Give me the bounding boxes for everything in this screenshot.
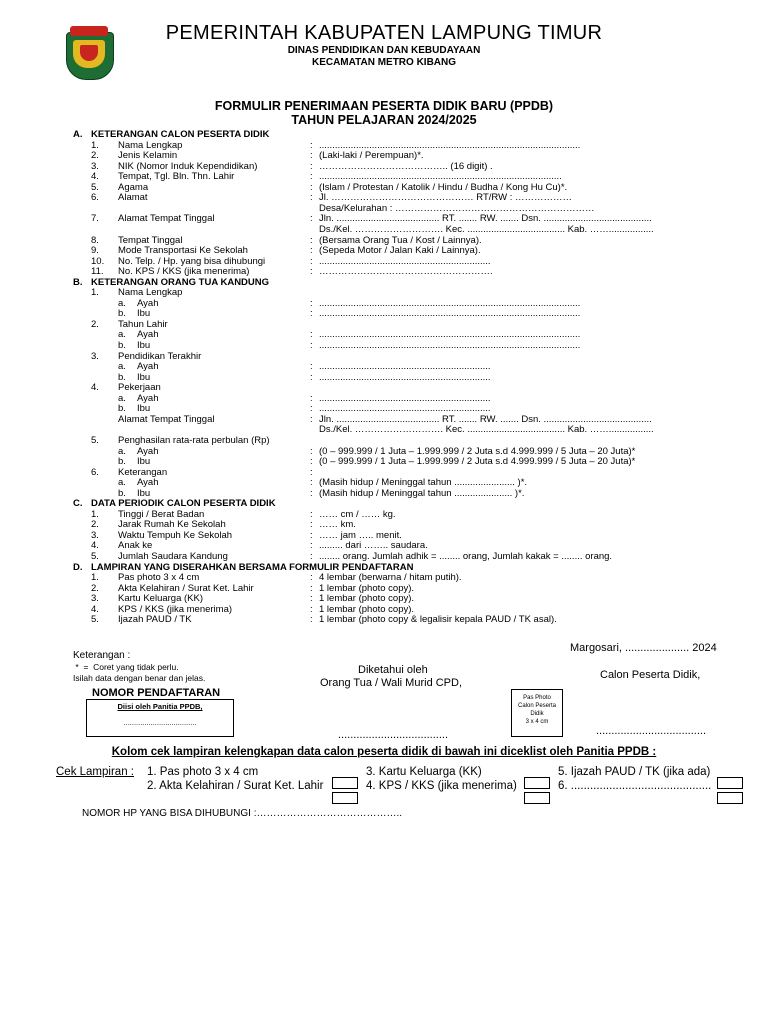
sub-letter: a. — [118, 392, 126, 404]
colon: : — [310, 582, 313, 594]
row-number: 2. — [91, 519, 99, 531]
section-a-title: KETERANGAN CALON PESERTA DIDIK — [91, 129, 270, 140]
checkbox-akta-extra[interactable] — [332, 792, 358, 804]
cek-item-4: 4. KPS / KKS (jika menerima) — [366, 780, 517, 792]
field-label: No. KPS / KKS (jika menerima) — [118, 266, 250, 278]
colon: : — [310, 371, 313, 383]
sub-label: Ayah — [137, 445, 159, 457]
sub-letter: b. — [118, 371, 126, 383]
checkbox-kk[interactable] — [524, 777, 550, 789]
colon: : — [310, 171, 313, 183]
checkbox-akta[interactable] — [332, 777, 358, 789]
sub-label: Ibu — [137, 456, 151, 468]
header-department: DINAS PENDIDIKAN DAN KEBUDAYAAN — [287, 45, 481, 56]
diisi-dots: ................................... — [123, 718, 197, 727]
sub-label: Ibu — [137, 308, 151, 320]
field-label: No. Telp. / Hp. yang bisa dihubungi — [118, 255, 266, 267]
field-label: Tempat, Tgl. Bln. Thn. Lahir — [118, 171, 235, 183]
field-value: Jln. ....................................... RT. ....... RW. ....... Dsn. ......................................... — [319, 213, 652, 225]
field-label: Keterangan — [118, 466, 168, 478]
colon: : — [310, 245, 313, 257]
field-value: …… km. — [319, 519, 356, 531]
field-value: Jln. ....................................... RT. ....... RW. ....... Dsn. ......................................... — [319, 413, 652, 425]
field-label: Jenis Kelamin — [118, 150, 178, 162]
field-value: ........ orang. Jumlah adhik = ........ orang, Jumlah kakak = ........ orang. — [319, 551, 613, 562]
orang-tua-label: Orang Tua / Wali Murid CPD, — [320, 677, 463, 689]
colon: : — [310, 519, 313, 531]
field-value: ................................................................................................... — [319, 139, 581, 151]
colon: : — [310, 487, 313, 499]
row-number: 3. — [91, 529, 99, 541]
field-value: (Laki-laki / Perempuan)*. — [319, 150, 424, 162]
note-isilah: Isilah data dengan benar dan jelas. — [73, 673, 206, 683]
field-label: Jumlah Saudara Kandung — [118, 551, 228, 562]
form-title: FORMULIR PENERIMAAN PESERTA DIDIK BARU (PPDB) — [214, 99, 554, 113]
section-b-letter: B. — [73, 276, 83, 288]
sub-letter: a. — [118, 361, 126, 373]
sub-letter: a. — [118, 329, 126, 341]
colon: : — [310, 392, 313, 404]
field-label: Alamat Tempat Tinggal — [118, 413, 215, 425]
colon: : — [310, 150, 313, 162]
parent-signature-line: .................................... — [338, 729, 449, 741]
diisi-label: Diisi oleh Panitia PPDB, — [117, 702, 203, 711]
photo-label-4: 3 x 4 cm — [525, 719, 549, 725]
note-coret: * = Coret yang tidak perlu. — [73, 662, 179, 672]
calon-peserta-label: Calon Peserta Didik, — [600, 669, 701, 681]
place-date: Margosari, ..................... 2024 — [570, 642, 717, 654]
field-label: Akta Kelahiran / Surat Ket. Lahir — [118, 582, 254, 594]
nomor-pendaftaran-box — [86, 699, 234, 737]
sub-letter: a. — [118, 445, 126, 457]
colon: : — [310, 403, 313, 415]
row-number: 11. — [91, 266, 104, 278]
colon: : — [310, 160, 313, 172]
row-number: 1. — [91, 572, 99, 584]
field-label: Pekerjaan — [118, 382, 161, 394]
photo-label-3: Didik — [530, 711, 544, 717]
colon: : — [310, 477, 313, 489]
row-number: 6. — [91, 192, 99, 204]
field-label: NIK (Nomor Induk Kependidikan) — [118, 160, 258, 172]
field-label: Waktu Tempuh Ke Sekolah — [118, 529, 233, 541]
field-value: …… cm / …… kg. — [319, 508, 396, 520]
field-label: Mode Transportasi Ke Sekolah — [118, 245, 248, 257]
row-number: 2. — [91, 318, 99, 330]
row-number: 1. — [91, 139, 99, 151]
field-label: Kartu Keluarga (KK) — [118, 593, 204, 605]
header-title: PEMERINTAH KABUPATEN LAMPUNG TIMUR — [165, 22, 603, 44]
colon: : — [310, 603, 313, 615]
cek-lampiran-label: Cek Lampiran : — [56, 766, 134, 778]
field-label: Alamat — [118, 192, 148, 204]
cek-item-5: 5. Ijazah PAUD / TK (jika ada) — [558, 766, 711, 778]
field-value: (Masih hidup / Meninggal tahun ....................... )*. — [319, 477, 528, 489]
field-value: ................................................................. — [319, 255, 491, 267]
field-value: 1 lembar (photo copy). — [319, 582, 415, 594]
row-number: 5. — [91, 181, 99, 193]
field-value: 1 lembar (photo copy & legalisir kepala PAUD / TK asal). — [319, 614, 557, 626]
colon: : — [310, 308, 313, 320]
row-number: 3. — [91, 593, 99, 605]
colon: : — [310, 572, 313, 584]
nomor-pendaftaran-label: NOMOR PENDAFTARAN — [92, 687, 221, 699]
field-value: (Sepeda Motor / Jalan Kaki / Lainnya). — [319, 245, 481, 257]
colon: : — [310, 540, 313, 552]
kolom-cek-title: Kolom cek lampiran kelengkapan data calon peserta didik di bawah ini diceklist oleh Panitia PPDB : — [111, 746, 657, 758]
field-label: Jarak Rumah Ke Sekolah — [118, 519, 226, 531]
sub-letter: a. — [118, 477, 126, 489]
field-label: Agama — [118, 181, 149, 193]
row-number: 3. — [91, 160, 99, 172]
cek-item-6: 6. ............................................ — [558, 780, 712, 792]
colon: : — [310, 456, 313, 468]
field-value: ......... dari …….. saudara. — [319, 540, 428, 552]
field-value: ………………………………………………. — [319, 266, 493, 278]
field-label: Tinggi / Berat Badan — [118, 508, 205, 520]
field-value: ................................................................................................... — [319, 340, 581, 351]
diketahui-label: Diketahui oleh — [358, 664, 428, 676]
row-number: 10. — [91, 255, 105, 267]
field-label: KPS / KKS (jika menerima) — [118, 603, 233, 615]
colon: : — [310, 466, 313, 478]
section-a-letter: A. — [73, 129, 83, 140]
colon: : — [310, 614, 313, 626]
field-label: Nama Lengkap — [118, 139, 183, 151]
colon: : — [310, 529, 313, 541]
sub-letter: b. — [118, 308, 126, 320]
colon: : — [310, 139, 313, 151]
form-year: TAHUN PELAJARAN 2024/2025 — [291, 113, 477, 127]
field-label: Nama Lengkap — [118, 287, 183, 299]
colon: : — [310, 213, 313, 225]
checkbox-kps[interactable] — [524, 792, 550, 804]
section-d-letter: D. — [73, 561, 83, 573]
row-number: 4. — [91, 171, 99, 183]
field-value: (Islam / Protestan / Katolik / Hindu / Budha / Kong Hu Cu)*. — [319, 181, 568, 193]
field-value: 1 lembar (photo copy). — [319, 603, 415, 615]
field-value: ………………………………….. (16 digit) . — [319, 160, 493, 172]
colon: : — [310, 255, 313, 267]
field-value: 1 lembar (photo copy). — [319, 593, 415, 605]
field-label: Ijazah PAUD / TK — [118, 614, 192, 626]
sub-label: Ayah — [137, 477, 159, 489]
colon: : — [310, 551, 313, 562]
field-value: (0 – 999.999 / 1 Juta – 1.999.999 / 2 Juta s.d 4.999.999 / 5 Juta – 20 Juta)* — [319, 445, 636, 457]
colon: : — [310, 508, 313, 520]
row-number: 2. — [91, 582, 99, 594]
field-value: Ds./Kel. ………………………. Kec. ..................................... Kab. ……................. — [319, 424, 654, 436]
field-value: Jl. ……………………………………… RT/RW : ……………… — [319, 192, 572, 204]
cek-item-3: 3. Kartu Keluarga (KK) — [366, 766, 482, 778]
photo-label-1: Pas Photo — [523, 695, 551, 701]
colon: : — [310, 593, 313, 605]
sub-label: Ibu — [137, 371, 151, 383]
cek-item-1: 1. Pas photo 3 x 4 cm — [147, 766, 259, 778]
field-value: ................................................................. — [319, 403, 491, 415]
sub-label: Ayah — [137, 329, 159, 341]
sub-letter: b. — [118, 403, 126, 415]
header-district: KECAMATAN METRO KIBANG — [311, 57, 457, 68]
row-number: 5. — [91, 614, 99, 626]
row-number: 4. — [91, 540, 99, 552]
row-number: 1. — [91, 287, 99, 299]
sub-label: Ayah — [137, 297, 159, 309]
row-number: 6. — [91, 466, 99, 478]
colon: : — [310, 445, 313, 457]
sub-letter: b. — [118, 456, 126, 468]
field-label: Anak ke — [118, 540, 153, 552]
cek-item-2: 2. Akta Kelahiran / Surat Ket. Lahir — [147, 780, 324, 792]
field-value: ................................................................. — [319, 392, 491, 404]
nomor-hp-line: NOMOR HP YANG BISA DIHUBUNGI :…………………………………….. — [82, 808, 403, 819]
field-value: Desa/Kelurahan : ……………………………………………………… — [319, 202, 595, 214]
colon: : — [310, 234, 313, 246]
section-c-title: DATA PERIODIK CALON PESERTA DIDIK — [91, 498, 276, 510]
field-value: (0 – 999.999 / 1 Juta – 1.999.999 / 2 Juta s.d 4.999.999 / 5 Juta – 20 Juta)* — [319, 456, 636, 468]
colon: : — [310, 181, 313, 193]
colon: : — [310, 413, 313, 425]
row-number: 1. — [91, 508, 99, 520]
colon: : — [310, 329, 313, 341]
field-value: (Masih hidup / Meninggal tahun ...................... )*. — [319, 487, 525, 499]
sub-label: Ayah — [137, 361, 159, 373]
field-value: Ds./Kel. ………………………. Kec. ..................................... Kab. ……................. — [319, 223, 654, 235]
row-number: 5. — [91, 434, 99, 446]
checkbox-other[interactable] — [717, 792, 743, 804]
sub-label: Ayah — [137, 392, 159, 404]
row-number: 8. — [91, 234, 99, 246]
field-value: 4 lembar (berwarna / hitam putih). — [319, 572, 462, 584]
sub-letter: b. — [118, 487, 126, 499]
sub-label: Ibu — [137, 487, 151, 499]
colon: : — [310, 361, 313, 373]
section-b-title: KETERANGAN ORANG TUA KANDUNG — [91, 276, 270, 288]
sub-letter: a. — [118, 297, 126, 309]
field-label: Tahun Lahir — [118, 318, 168, 330]
section-c-letter: C. — [73, 498, 83, 510]
keterangan-label: Keterangan : — [73, 650, 131, 661]
colon: : — [310, 340, 313, 351]
row-number: 7. — [91, 213, 99, 225]
sub-label: Ibu — [137, 403, 151, 415]
field-value: ............................................................................................ — [319, 171, 562, 183]
field-label: Pendidikan Terakhir — [118, 350, 202, 362]
student-signature-line: .................................... — [596, 725, 707, 737]
section-d-title: LAMPIRAN YANG DISERAHKAN BERSAMA FORMULIR PENDAFTARAN — [91, 561, 414, 573]
colon: : — [310, 266, 313, 278]
row-number: 2. — [91, 150, 99, 162]
field-value: ................................................................................................... — [319, 308, 581, 320]
field-label: Pas photo 3 x 4 cm — [118, 572, 200, 584]
row-number: 5. — [91, 551, 99, 562]
field-value: ................................................................. — [319, 371, 491, 383]
checkbox-ijazah[interactable] — [717, 777, 743, 789]
row-number: 3. — [91, 350, 99, 362]
row-number: 9. — [91, 245, 99, 257]
field-value: ................................................................................................... — [319, 329, 581, 341]
photo-box — [511, 689, 563, 737]
colon: : — [310, 297, 313, 309]
field-value: ................................................................................................... — [319, 297, 581, 309]
row-number: 4. — [91, 603, 99, 615]
sub-letter: b. — [118, 340, 126, 351]
field-value: ................................................................. — [319, 361, 491, 373]
colon: : — [310, 192, 313, 204]
row-number: 4. — [91, 382, 99, 394]
field-label: Tempat Tinggal — [118, 234, 183, 246]
photo-label-2: Calon Peserta — [517, 703, 557, 709]
field-label: Alamat Tempat Tinggal — [118, 213, 215, 225]
field-value: …… jam ….. menit. — [319, 529, 402, 541]
field-value: (Bersama Orang Tua / Kost / Lainnya). — [319, 234, 482, 246]
sub-label: Ibu — [137, 340, 151, 351]
field-label: Penghasilan rata-rata perbulan (Rp) — [118, 434, 270, 446]
